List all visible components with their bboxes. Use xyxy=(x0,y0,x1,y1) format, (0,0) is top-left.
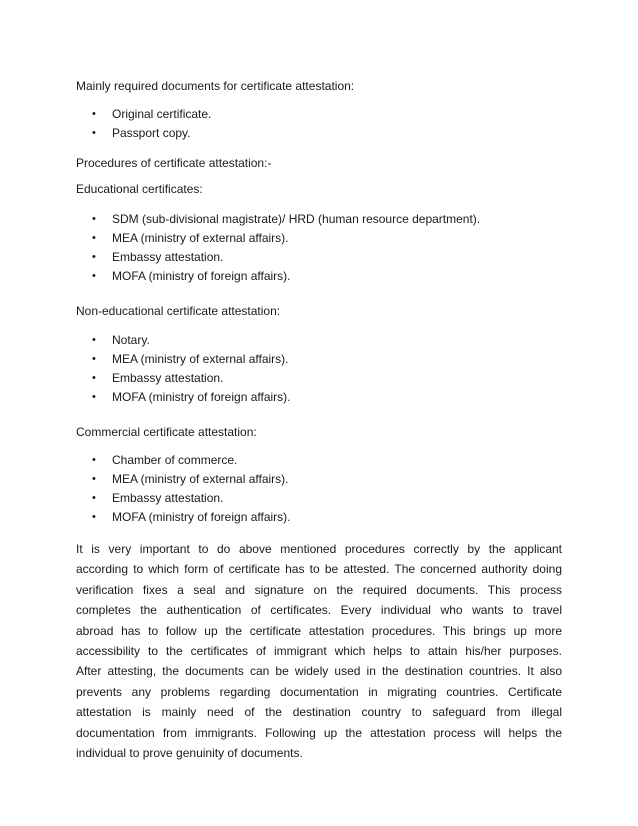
list-item: • SDM (sub-divisional magistrate)/ HRD (human resource department). xyxy=(0,210,638,229)
bullet-icon: • xyxy=(92,334,96,346)
section-heading-required-documents: Mainly required documents for certificate attestation: xyxy=(76,79,355,93)
bullet-icon: • xyxy=(92,511,96,523)
list-item: • MOFA (ministry of foreign affairs). xyxy=(0,267,638,286)
bullet-icon: • xyxy=(92,454,96,466)
paragraph-line: abroad has to follow up the certificate attestation procedures. This brings up more xyxy=(76,623,562,638)
paragraph-line: prevents any problems regarding documentation in migrating countries. Certificate xyxy=(76,684,562,699)
list-item: • Passport copy. xyxy=(0,124,638,143)
educational-list xyxy=(0,210,638,286)
paragraph-line: attestation is mainly need of the destination country to safeguard from illegal xyxy=(76,705,562,720)
section-heading-educational: Educational certificates: xyxy=(76,182,203,196)
list-item: • MEA (ministry of external affairs). xyxy=(0,470,638,489)
list-item: • Embassy attestation. xyxy=(0,369,638,388)
bullet-icon: • xyxy=(92,251,96,263)
list-item: • Chamber of commerce. xyxy=(0,451,638,470)
bullet-icon: • xyxy=(92,213,96,225)
bullet-icon: • xyxy=(92,127,96,139)
list-item: • MEA (ministry of external affairs). xyxy=(0,350,638,369)
bullet-icon: • xyxy=(92,353,96,365)
list-item: • Embassy attestation. xyxy=(0,489,638,508)
list-item: • Embassy attestation. xyxy=(0,248,638,267)
section-heading-non-educational: Non-educational certificate attestation: xyxy=(76,304,281,318)
bullet-icon: • xyxy=(92,108,96,120)
paragraph-line: accessibility to the certificates of immigrant which helps to attain his/her purposes. xyxy=(76,643,562,658)
section-heading-commercial: Commercial certificate attestation: xyxy=(76,425,257,439)
paragraph-line: completes the authentication of certificates. Every individual who wants to travel xyxy=(76,603,562,618)
paragraph-line: according to which form of certificate has to be attested. The concerned authority doing xyxy=(76,562,562,577)
list-item: • MOFA (ministry of foreign affairs). xyxy=(0,388,638,407)
list-item: • MOFA (ministry of foreign affairs). xyxy=(0,508,638,527)
list-item: • Notary. xyxy=(0,331,638,350)
commercial-list xyxy=(0,451,638,527)
list-item: • Original certificate. xyxy=(0,105,638,124)
paragraph-line: After attesting, the documents can be widely used in the destination countries. It also xyxy=(76,664,562,679)
bullet-icon: • xyxy=(92,391,96,403)
list-item: • MEA (ministry of external affairs). xyxy=(0,229,638,248)
paragraph-line: documentation from immigrants. Following up the attestation process will helps the xyxy=(76,725,562,740)
section-heading-procedures: Procedures of certificate attestation:- xyxy=(76,156,272,170)
required-documents-list xyxy=(0,105,638,143)
bullet-icon: • xyxy=(92,473,96,485)
body-paragraph xyxy=(76,539,562,763)
paragraph-line: individual to prove genuinity of documents. xyxy=(76,745,303,760)
paragraph-line: It is very important to do above mentioned procedures correctly by the applicant xyxy=(76,542,562,556)
bullet-icon: • xyxy=(92,372,96,384)
non-educational-list xyxy=(0,331,638,407)
bullet-icon: • xyxy=(92,232,96,244)
bullet-icon: • xyxy=(92,492,96,504)
bullet-icon: • xyxy=(92,270,96,282)
paragraph-line: verification fixes a seal and signature on the required documents. This process xyxy=(76,582,562,597)
